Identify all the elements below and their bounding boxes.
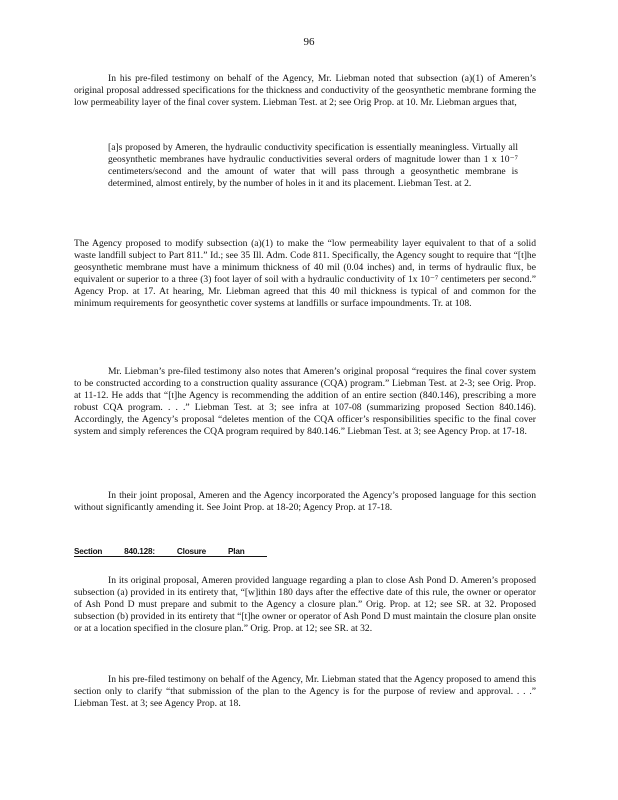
- paragraph-2-text: The Agency proposed to modify subsection (a)(1) to make the “low permeability layer equivalent to that of a solid waste landfill subject to Part 811.” Id.; see 35 Ill. Adm. Code 811. Specifically, the Agency sought to require that “[t]he geosynthetic membrane must have a minimum thickness of 40 mil (0.04 inches) and, in terms of hydraulic flux, be equivalent or superior to a three (3) foot layer of soil with a hydraulic conductivity of 1x 10⁻⁷ centimeters per second.” Agency Prop. at 17. At hearing, Mr. Liebman agreed that this 40 mil thickness is typical of and common for the minimum requirements for geosynthetic cover systems at landfills or surface impoundments. Tr. at 108.: [74, 238, 536, 310]
- paragraph-1-text: In his pre-filed testimony on behalf of the Agency, Mr. Liebman noted that subsection (a)(1) of Ameren’s original proposal addressed specifications for the thickness and conductivity of the geosynthetic membrane forming the low permeability layer of the final cover system. Liebman Test. at 2; see Orig Prop. at 10. Mr. Liebman argues that,: [74, 73, 536, 109]
- block-quote-text: [a]s proposed by Ameren, the hydraulic conductivity specification is essentially meaningless. Virtually all geosynthetic membranes have hydraulic conductivities several orders of magnitude lower than 1 x 10⁻⁷ centimeters/second and the amount of water that will pass through a geosynthetic membrane is determined, almost entirely, by the number of holes in it and its placement. Liebman Test. at 2.: [108, 142, 518, 190]
- paragraph-6: [74, 674, 536, 710]
- page-number: 96: [303, 36, 315, 48]
- paragraph-4: [74, 490, 536, 514]
- section-label: Section: [74, 547, 103, 556]
- paragraph-3: [74, 366, 536, 439]
- paragraph-4-text: In their joint proposal, Ameren and the Agency incorporated the Agency’s proposed language for this section without significantly amending it. See Joint Prop. at 18-20; Agency Prop. at 17-18.: [74, 490, 536, 514]
- paragraph-6-text: In his pre-filed testimony on behalf of the Agency, Mr. Liebman stated that the Agency proposed to amend this section only to clarify “that submission of the plan to the Agency is for the purpose of review and approval. . . .” Liebman Test. at 3; see Agency Prop. at 18.: [74, 674, 536, 710]
- section-number: 840.128:: [124, 547, 155, 556]
- paragraph-1: [74, 73, 536, 109]
- section-title-word-2: Plan: [228, 547, 245, 556]
- paragraph-2: [74, 238, 536, 311]
- section-title-word-1: Closure: [176, 547, 206, 556]
- paragraph-5-text: In its original proposal, Ameren provided language regarding a plan to close Ash Pond D. Ameren’s proposed subsection (a) provided in its entirety that, “[w]ithin 180 days after the effective date of this rule, the owner or operator of Ash Pond D must prepare and submit to the Agency a closure plan.” Orig. Prop. at 12; see SR. at 32. Proposed subsection (b) provided in its entirety that “[t]he owner or operator of Ash Pond D must maintain the closure plan onsite or at a location specified in the closure plan.” Orig. Prop. at 12; see SR. at 32.: [74, 575, 536, 635]
- paragraph-3-text: Mr. Liebman’s pre-filed testimony also notes that Ameren’s original proposal “requires the final cover system to be constructed according to a construction quality assurance (CQA) program.” Liebman Test. at 2-3; see Orig. Prop. at 11-12. He adds that “[t]he Agency is recommending the addition of an entire section (840.146), prescribing a more robust CQA program. . . .” Liebman Test. at 3; see infra at 107-08 (summarizing proposed Section 840.146). Accordingly, the Agency’s proposal “deletes mention of the CQA officer’s responsibilities specific to the final cover system and simply references the CQA program required by 840.146.” Liebman Test. at 3; see Agency Prop. at 17-18.: [74, 366, 536, 438]
- block-quote: [108, 142, 518, 190]
- paragraph-5: [74, 575, 536, 635]
- section-heading: [74, 547, 267, 557]
